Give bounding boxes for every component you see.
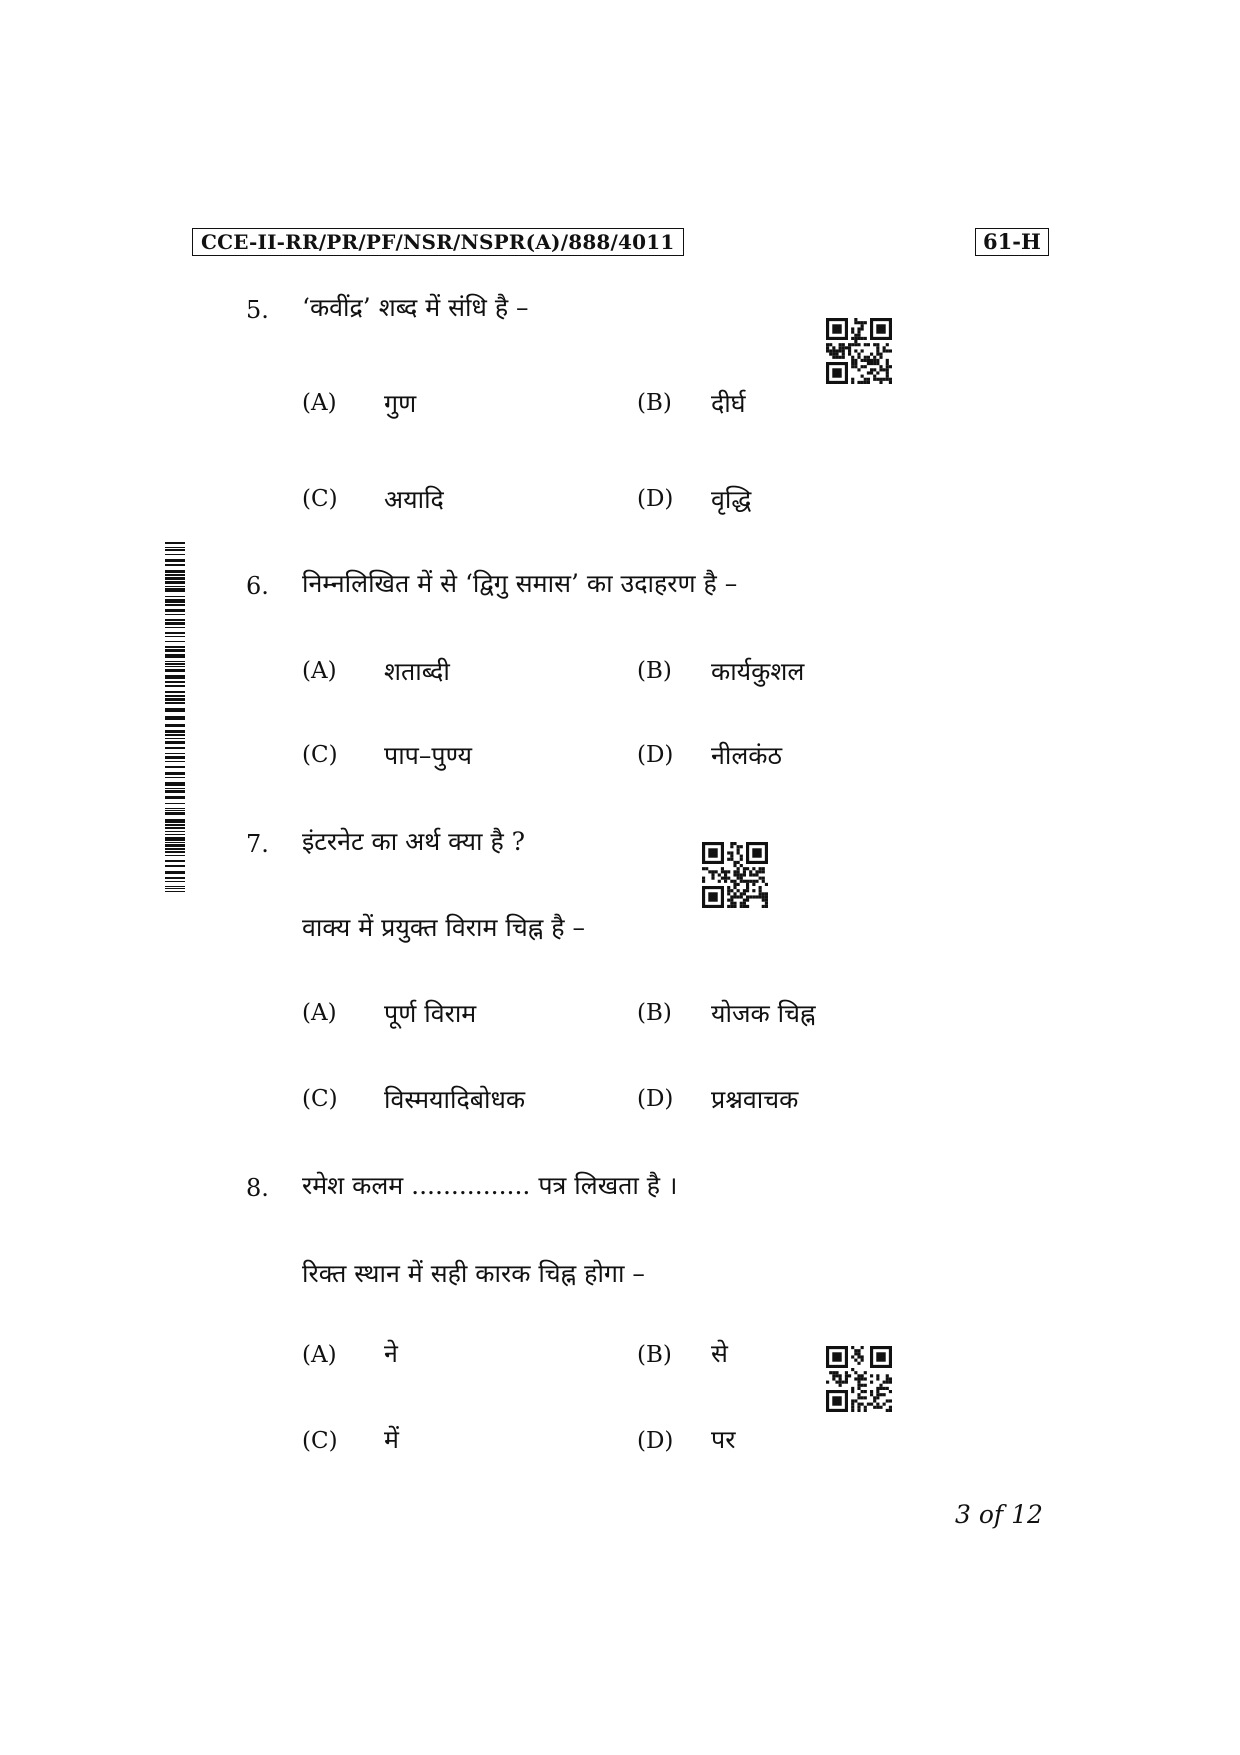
option-text: ने <box>384 1339 398 1368</box>
question-number: 5. <box>246 296 269 324</box>
question-subtext: रिक्त स्थान में सही कारक चिह्न होगा – <box>302 1259 645 1288</box>
option-label: (B) <box>637 390 672 416</box>
question-number: 7. <box>246 830 269 858</box>
paper-code: CCE-II-RR/PR/PF/NSR/NSPR(A)/888/4011 <box>192 228 684 256</box>
question-text: रमेश कलम ............... पत्र लिखता है । <box>302 1171 678 1200</box>
option-text: योजक चिह्न <box>711 999 816 1028</box>
option-text: विस्मयादिबोधक <box>384 1085 526 1114</box>
option-label: (B) <box>637 658 672 684</box>
option-text: दीर्घ <box>711 389 746 418</box>
paper-set: 61-H <box>975 228 1049 256</box>
option-label: (B) <box>637 1342 672 1368</box>
option-text: प्रश्नवाचक <box>711 1085 799 1114</box>
question-text: इंटरनेट का अर्थ क्या है ? <box>302 827 526 856</box>
question-subtext: वाक्य में प्रयुक्त विराम चिह्न है – <box>302 913 585 942</box>
option-label: (B) <box>637 1000 672 1026</box>
qr-code-icon <box>826 1346 892 1412</box>
question-number: 6. <box>246 572 269 600</box>
option-label: (D) <box>637 742 674 768</box>
option-text: अयादि <box>384 485 444 514</box>
option-label: (A) <box>302 1342 337 1368</box>
option-text: वृद्धि <box>711 485 752 514</box>
option-text: में <box>384 1425 399 1454</box>
option-label: (A) <box>302 390 337 416</box>
option-text: से <box>711 1339 728 1368</box>
question-number: 8. <box>246 1174 269 1202</box>
option-label: (C) <box>302 742 338 768</box>
option-text: गुण <box>384 389 417 418</box>
option-text: शताब्दी <box>384 657 450 686</box>
question-text: ‘कवींद्र’ शब्द में संधि है – <box>302 293 529 322</box>
option-text: पाप–पुण्य <box>384 741 472 770</box>
option-label: (C) <box>302 486 338 512</box>
option-text: पर <box>711 1425 736 1454</box>
qr-code-icon <box>826 318 892 384</box>
option-label: (A) <box>302 658 337 684</box>
option-label: (D) <box>637 486 674 512</box>
page-number: 3 of 12 <box>955 1500 1043 1529</box>
barcode-icon <box>165 542 185 894</box>
option-label: (C) <box>302 1428 338 1454</box>
question-text: निम्नलिखित में से ‘द्विगु समास’ का उदाहरण है – <box>302 569 738 598</box>
option-text: पूर्ण विराम <box>384 999 477 1028</box>
qr-code-icon <box>702 842 768 908</box>
option-label: (C) <box>302 1086 338 1112</box>
option-label: (A) <box>302 1000 337 1026</box>
option-label: (D) <box>637 1428 674 1454</box>
option-label: (D) <box>637 1086 674 1112</box>
option-text: कार्यकुशल <box>711 657 805 686</box>
option-text: नीलकंठ <box>711 741 783 770</box>
